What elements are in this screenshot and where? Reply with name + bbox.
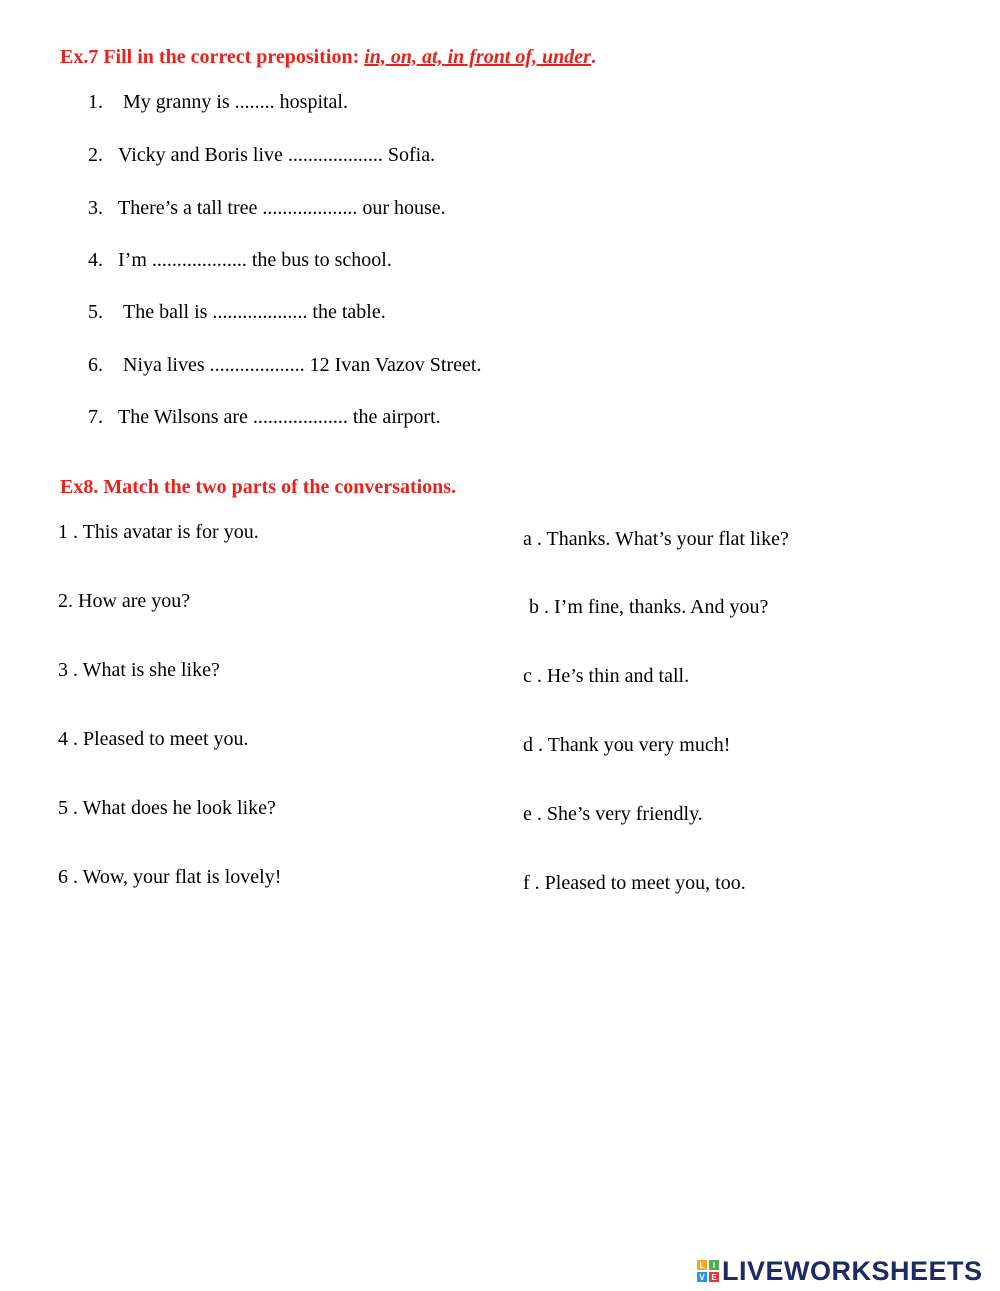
logo-block: L (697, 1260, 707, 1270)
ex7-item (88, 144, 435, 167)
match-right-item: f . Pleased to meet you, too. (523, 872, 746, 894)
match-right-item: d . Thank you very much! (523, 734, 731, 756)
ex7-item (88, 354, 481, 377)
item-text: The ball is ................... the table. (123, 301, 386, 323)
logo-block: I (709, 1260, 719, 1270)
ex7-item (88, 406, 441, 429)
logo-block: V (697, 1272, 707, 1282)
ex7-period: . (590, 46, 596, 68)
item-text: Vicky and Boris live ................... Sofia. (118, 144, 436, 166)
match-right-item: c . He’s thin and tall. (523, 665, 690, 687)
item-text: My granny is ........ hospital. (123, 91, 348, 113)
match-right-item: a . Thanks. What’s your flat like? (523, 528, 789, 550)
item-number: 3. (88, 197, 103, 219)
ex7-options: in, on, at, in front of, under (364, 46, 591, 68)
ex7-item (88, 301, 386, 324)
ex7-item (88, 249, 392, 272)
item-number: 6. (88, 354, 103, 376)
item-text: I’m ................... the bus to school. (118, 249, 392, 271)
match-left-item: 5 . What does he look like? (58, 797, 276, 819)
item-number: 4. (88, 249, 103, 271)
ex7-item (88, 197, 446, 220)
logo-blocks-icon (697, 1260, 719, 1282)
match-left-item: 1 . This avatar is for you. (58, 521, 259, 543)
match-left-item: 3 . What is she like? (58, 659, 220, 681)
match-left-item: 6 . Wow, your flat is lovely! (58, 866, 282, 888)
item-text: There’s a tall tree ................... our house. (118, 197, 446, 219)
ex8-heading: Ex8. Match the two parts of the conversations. (60, 476, 457, 498)
ex7-heading (60, 46, 596, 69)
match-right-item: b . I’m fine, thanks. And you? (529, 596, 769, 618)
match-right-item: e . She’s very friendly. (523, 803, 703, 825)
ex7-label: Ex.7 Fill in the correct preposition: (60, 46, 360, 68)
liveworksheets-logo (697, 1255, 983, 1287)
match-left-item: 4 . Pleased to meet you. (58, 728, 249, 750)
ex7-item (88, 91, 348, 114)
item-number: 1. (88, 91, 103, 113)
item-text: The Wilsons are ................... the airport. (118, 406, 441, 428)
item-number: 7. (88, 406, 103, 428)
item-number: 2. (88, 144, 103, 166)
logo-block: E (709, 1272, 719, 1282)
match-left-item: 2. How are you? (58, 590, 191, 612)
item-number: 5. (88, 301, 103, 323)
logo-text: LIVEWORKSHEETS (722, 1255, 983, 1286)
item-text: Niya lives ................... 12 Ivan Vazov Street. (123, 354, 482, 376)
